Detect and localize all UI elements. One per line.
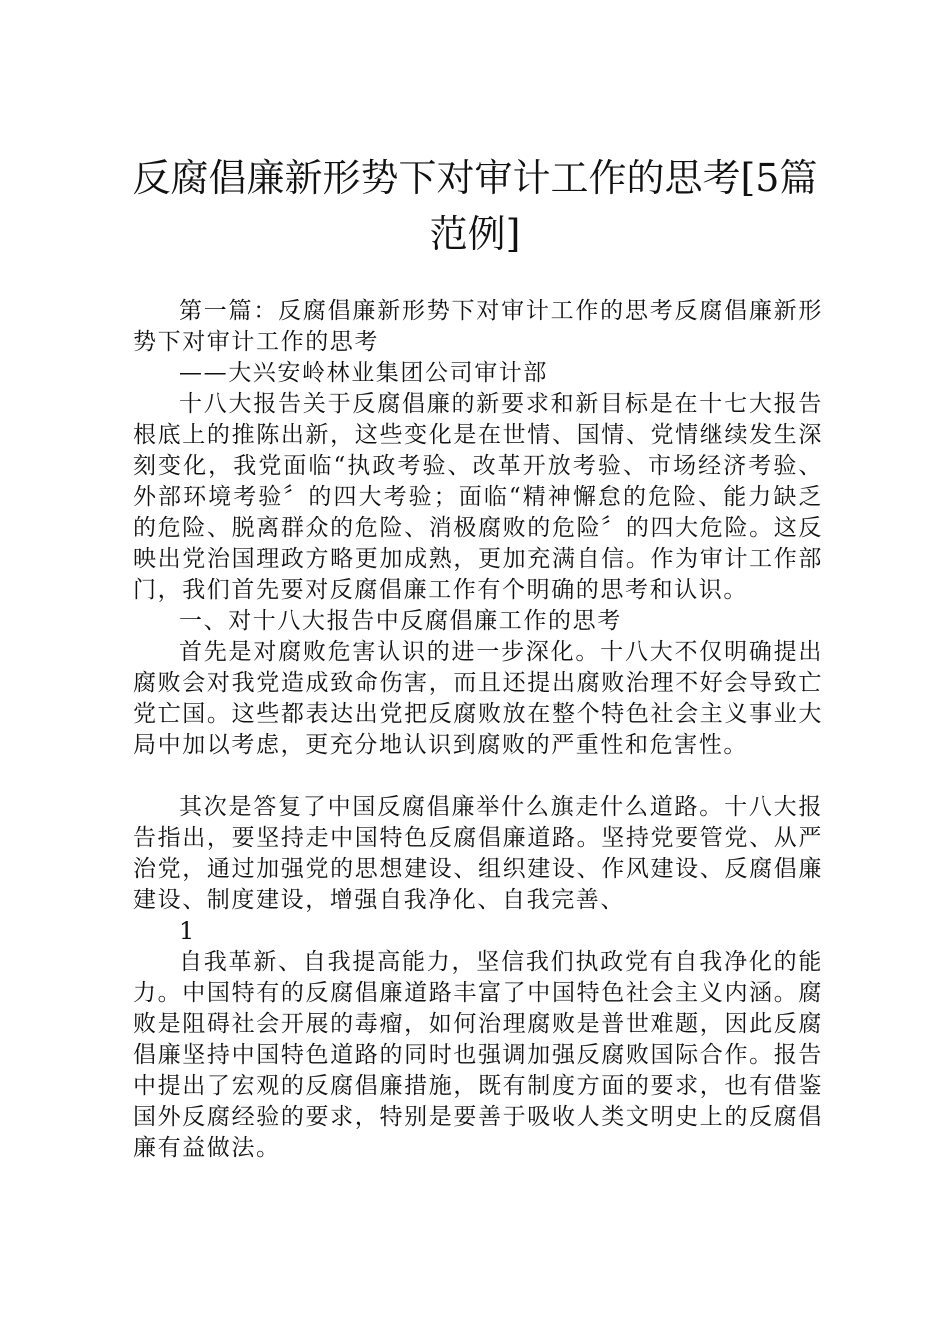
paragraph-intro: 十八大报告关于反腐倡廉的新要求和新目标是在十七大报告根底上的推陈出新，这些变化是在世情、国情、党情继续发生深刻变化，我党面临“执政考验、改革开放考验、市场经济考验、外部环境考验〞的四大考验；面临“精神懈怠的危险、能力缺乏的危险、脱离群众的危险、消极腐败的危险〞的四大危险。这反映出党治国理政方略更加成熟，更加充满自信。作为审计工作部门，我们首先要对反腐倡廉工作有个明确的思考和认识。 — [133, 391, 823, 603]
paragraph-continuation: 自我革新、自我提高能力，坚信我们执政党有自我净化的能力。中国特有的反腐倡廉道路丰富了中国特色社会主义内涵。腐败是阻碍社会开展的毒瘤，如何治理腐败是普世难题，因此反腐倡廉坚持中国特色道路的同时也强调加强反腐败国际合作。报告中提出了宏观的反腐倡廉措施，既有制度方面的要求，也有借鉴国外反腐经验的要求，特别是要善于吸收人类文明史上的反腐倡廉有益做法。 — [133, 949, 823, 1161]
paragraph-first-point: 首先是对腐败危害认识的进一步深化。十八大不仅明确提出腐败会对我党造成致命伤害，而且还提出腐败治理不好会导致亡党亡国。这些都表达出党把反腐败放在整个特色社会主义事业大局中加以考虑，更充分地认识到腐败的严重性和危害性。 — [133, 639, 823, 758]
document-body — [133, 296, 823, 1164]
paragraph-heading: 第一篇：反腐倡廉新形势下对审计工作的思考反腐倡廉新形势下对审计工作的思考 — [133, 298, 823, 355]
paragraph-second-point: 其次是答复了中国反腐倡廉举什么旗走什么道路。十八大报告指出，要坚持走中国特色反腐倡廉道路。坚持党要管党、从严治党，通过加强党的思想建设、组织建设、作风建设、反腐倡廉建设、制度建设，增强自我净化、自我完善、 — [133, 794, 823, 913]
blank-line — [133, 761, 823, 792]
document-title: 反腐倡廉新形势下对审计工作的思考[5篇范例] — [132, 156, 818, 256]
page-number: 1 — [179, 917, 195, 945]
paragraph-author: ——大兴安岭林业集团公司审计部 — [179, 360, 548, 386]
paragraph-section-heading: 一、对十八大报告中反腐倡廉工作的思考 — [179, 608, 622, 634]
